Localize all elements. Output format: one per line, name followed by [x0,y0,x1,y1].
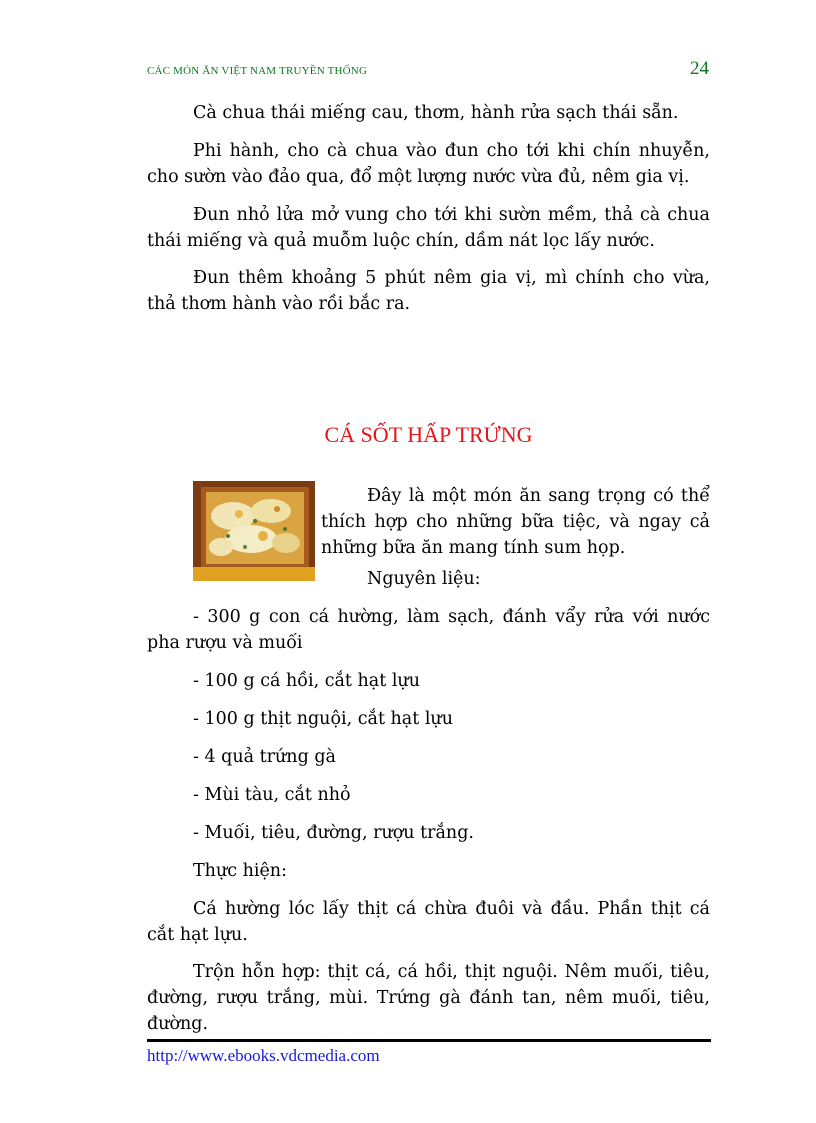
paragraph: Đun nhỏ lửa mở vung cho tới khi sườn mềm, thả cà chua thái miếng và quả muỗm luộc chín, dầm nát lọc lấy nước. [147,205,710,251]
paragraph: Đun thêm khoảng 5 phút nêm gia vị, mì chính cho vừa, thả thơm hành vào rồi bắc ra. [147,268,710,314]
footer-link[interactable]: http://www.ebooks.vdcmedia.com [147,1046,380,1065]
recipe-intro: Đây là một món ăn sang trọng có thể thích hợp cho những bữa tiệc, và ngay cả những bữa ăn mang tính sum họp. [321,486,710,558]
ingredient-item: - Muối, tiêu, đường, rượu trắng. [193,823,474,843]
dish-photo [193,481,315,581]
paragraph: Phi hành, cho cà chua vào đun cho tới khi chín nhuyễn, cho sườn vào đảo qua, đổ một lượng nước vừa đủ, nêm gia vị. [147,141,710,187]
running-header-title: CÁC MÓN ĂN VIỆT NAM TRUYỀN THỐNG [147,65,368,77]
footer-rule [147,1039,711,1042]
method-step: Cá hường lóc lấy thịt cá chừa đuôi và đầu. Phần thịt cá cắt hạt lựu. [147,899,710,945]
recipe-title: CÁ SỐT HẤP TRỨNG [324,422,533,447]
ingredient-item: - 300 g con cá hường, làm sạch, đánh vẩy rửa với nước pha rượu và muối [147,607,710,653]
paragraph: Cà chua thái miếng cau, thơm, hành rửa sạch thái sẵn. [193,103,679,123]
ingredient-item: - Mùi tàu, cắt nhỏ [193,785,351,805]
ingredients-label: Nguyên liệu: [367,569,481,589]
method-label: Thực hiện: [193,861,287,881]
ingredient-item: - 100 g cá hồi, cắt hạt lựu [193,671,420,691]
method-step: Trộn hỗn hợp: thịt cá, cá hồi, thịt nguội. Nêm muối, tiêu, đường, rượu trắng, mùi. Trứng gà đánh tan, nêm muối, tiêu, đường. [147,962,710,1034]
ingredient-item: - 100 g thịt nguội, cắt hạt lựu [193,709,453,729]
page-number: 24 [690,58,709,79]
ingredient-item: - 4 quả trứng gà [193,747,336,767]
